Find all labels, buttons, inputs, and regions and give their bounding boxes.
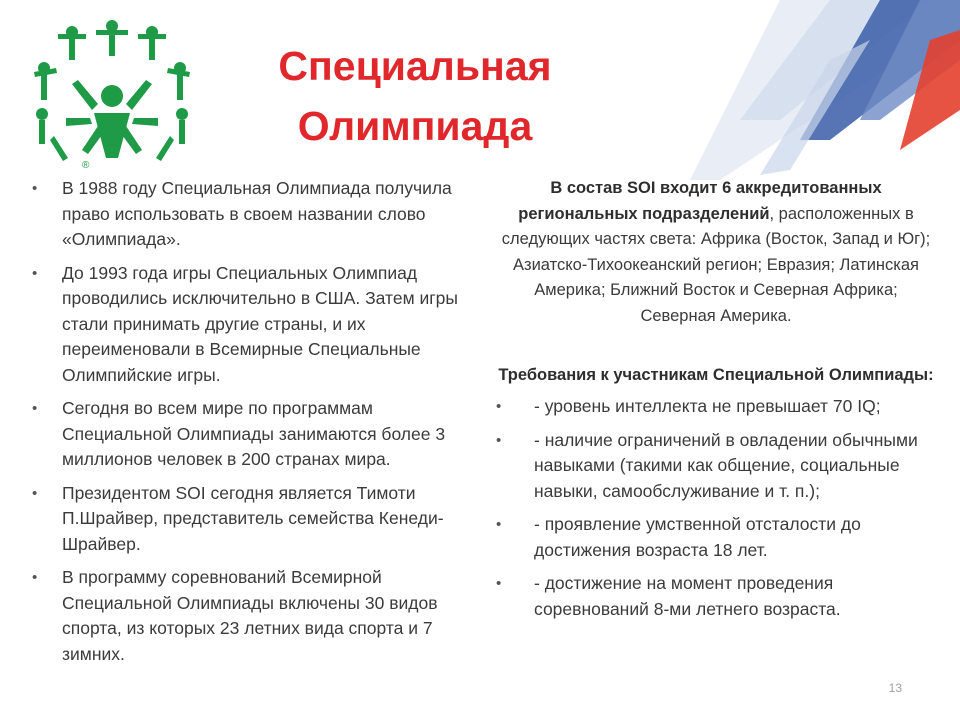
bullet-icon: • bbox=[496, 516, 502, 533]
bullet-icon: • bbox=[496, 575, 502, 592]
soi-regions-paragraph bbox=[496, 176, 936, 329]
bullet-icon: • bbox=[32, 569, 38, 586]
right-column bbox=[496, 176, 936, 630]
list-item bbox=[30, 261, 470, 389]
list-item bbox=[30, 396, 470, 473]
title-line-1: Специальная bbox=[278, 43, 552, 89]
requirements-title: Требования к участникам Специальной Олимпиады: bbox=[498, 366, 934, 384]
bullet-icon: • bbox=[32, 264, 38, 282]
bullet-text: До 1993 года игры Специальных Олимпиад проводились исключительно в США. Затем игры стали принимать другие страны, и их переименовали в Всемирные Специальные Олимпийские игры. bbox=[62, 262, 458, 385]
list-item bbox=[30, 481, 470, 558]
slide-title bbox=[230, 36, 600, 156]
decorative-stripes bbox=[630, 0, 960, 180]
left-column bbox=[30, 176, 470, 675]
bullet-text: Президентом SOI сегодня является Тимоти П.Шрайвер, представитель семейства Кенеди-Шрайвер. bbox=[62, 482, 444, 554]
list-item bbox=[496, 512, 936, 563]
requirement-text: - наличие ограничений в овладении обычными навыками (такими как общение, социальные навыки, самообслуживание и т. п.); bbox=[534, 429, 918, 501]
bullet-text: Сегодня во всем мире по программам Специальной Олимпиады занимаются более 3 миллионов человек в 200 странах мира. bbox=[62, 398, 446, 469]
list-item bbox=[496, 428, 936, 505]
soi-regions-text: , расположенных в следующих частях света: Африка (Восток, Запад и Юг); Азиатско-Тихоокеанский регион; Евразия; Латинская Америка; Ближний Восток и Северная Африка; Северная Америка. bbox=[501, 204, 931, 325]
requirement-text: - уровень интеллекта не превышает 70 IQ; bbox=[534, 396, 881, 416]
list-item bbox=[30, 565, 470, 667]
bullet-text: В 1988 году Специальная Олимпиада получила право использовать в своем названии слово «Олимпиада». bbox=[62, 178, 452, 249]
list-item bbox=[496, 571, 936, 622]
bullet-icon: • bbox=[32, 484, 38, 502]
special-olympics-logo-icon bbox=[32, 18, 192, 173]
bullet-icon: • bbox=[32, 180, 38, 197]
history-bullet-list bbox=[30, 176, 470, 667]
title-line-2: Олимпиада bbox=[297, 103, 533, 149]
soi-regions-bold: В состав SOI входит 6 аккредитованных региональных подразделений bbox=[518, 179, 882, 223]
bullet-icon: • bbox=[496, 431, 502, 449]
bullet-icon: • bbox=[32, 400, 38, 417]
list-item bbox=[30, 176, 470, 253]
requirement-text: - достижение на момент проведения соревнований 8-ми летнего возраста. bbox=[534, 573, 841, 619]
requirement-text: - проявление умственной отсталости до достижения возраста 18 лет. bbox=[534, 514, 861, 560]
registered-mark: ® bbox=[82, 160, 90, 171]
page-number: 13 bbox=[888, 681, 902, 695]
bullet-text: В программу соревнований Всемирной Специальной Олимпиады включены 30 видов спорта, из которых 23 летних вида спорта и 7 зимних. bbox=[62, 567, 438, 664]
list-item bbox=[496, 394, 936, 420]
requirements-list bbox=[496, 394, 936, 622]
bullet-icon: • bbox=[496, 398, 502, 415]
